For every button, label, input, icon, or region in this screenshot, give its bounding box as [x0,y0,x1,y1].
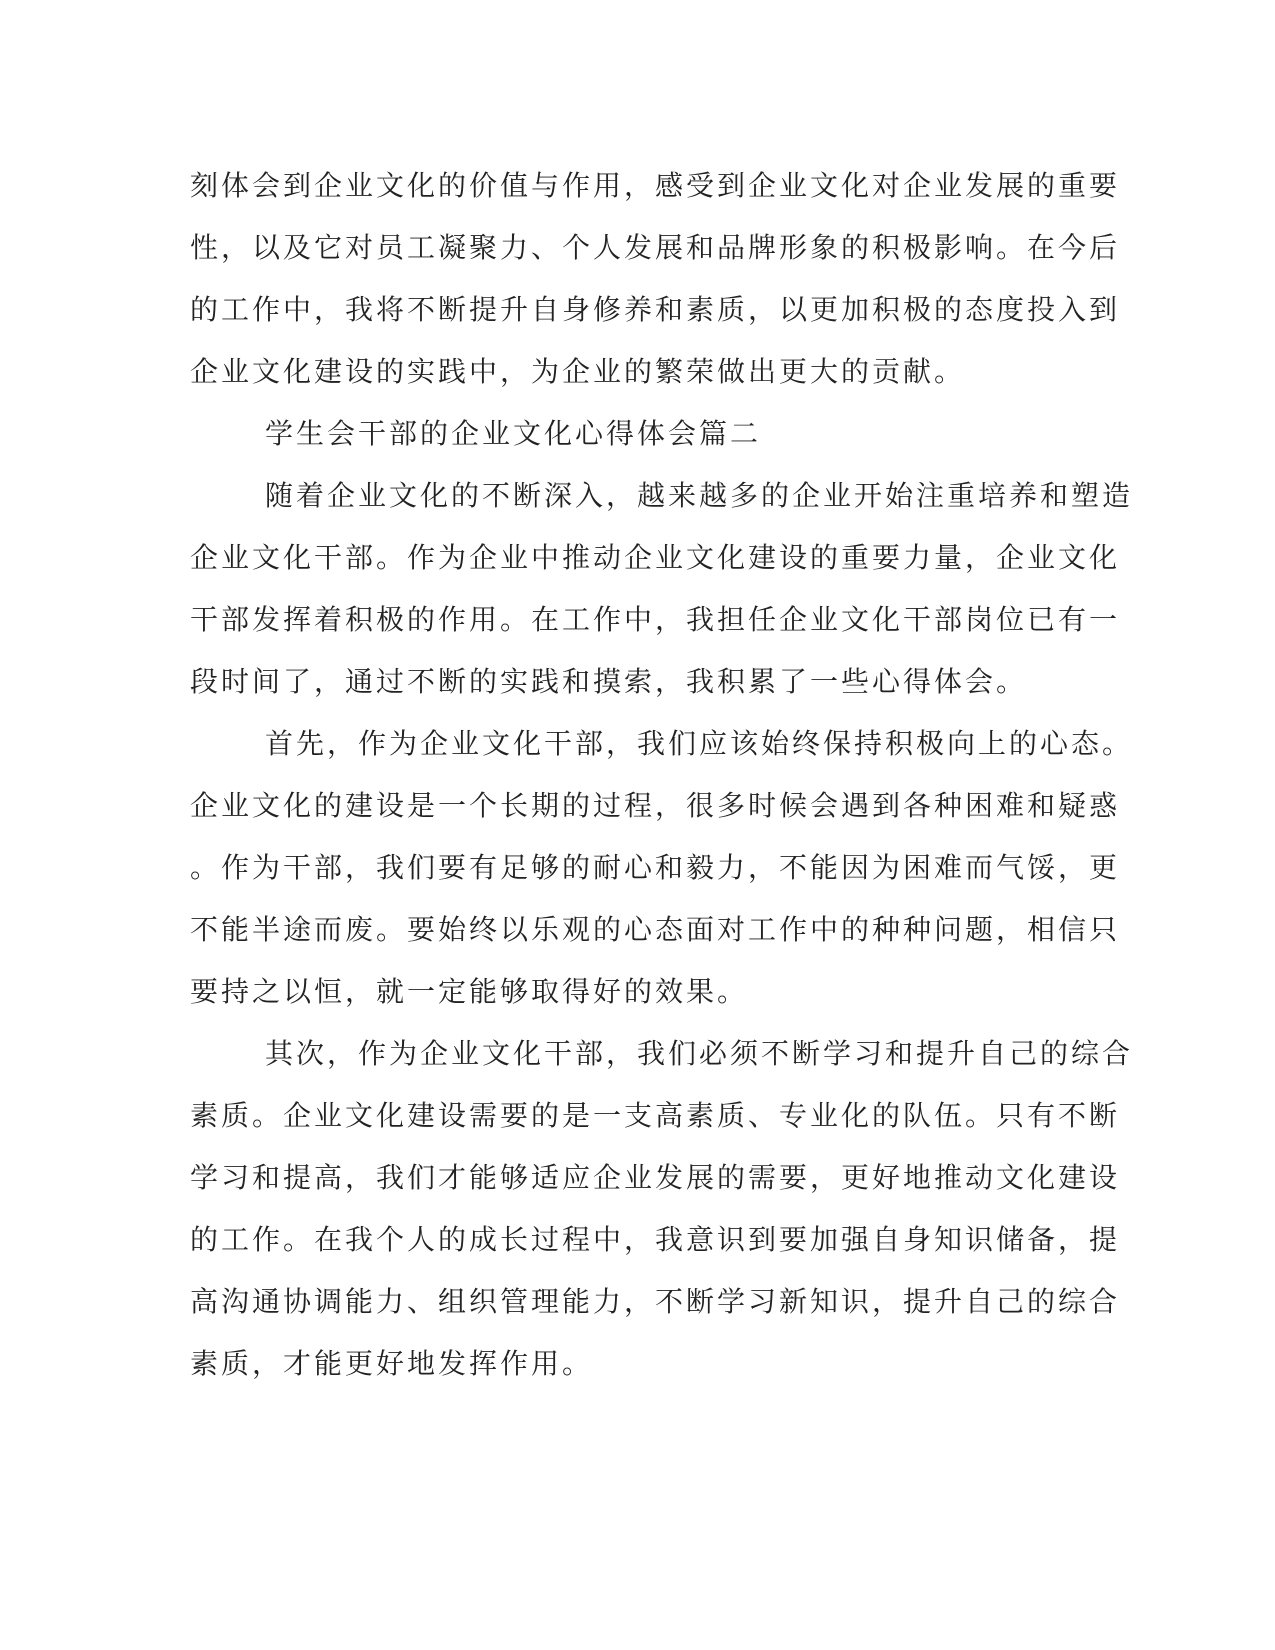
paragraph-line: 其次，作为企业文化干部，我们必须不断学习和提升自己的综合 [265,1037,1134,1070]
paragraph-line: 要持之以恒，就一定能够取得好的效果。 [190,975,749,1008]
paragraph-line: 的工作中，我将不断提升自身修养和素质，以更加积极的态度投入到 [190,293,1121,326]
paragraph-line: 企业文化的建设是一个长期的过程，很多时候会遇到各种困难和疑惑 [190,789,1121,822]
paragraph-line: 刻体会到企业文化的价值与作用，感受到企业文化对企业发展的重要 [190,169,1121,202]
paragraph-line: 性，以及它对员工凝聚力、个人发展和品牌形象的积极影响。在今后 [190,231,1121,264]
paragraph-line: 高沟通协调能力、组织管理能力，不断学习新知识，提升自己的综合 [190,1285,1121,1318]
paragraph-line: 的工作。在我个人的成长过程中，我意识到要加强自身知识储备，提 [190,1223,1121,1256]
paragraph-line: 企业文化建设的实践中，为企业的繁荣做出更大的贡献。 [190,355,966,388]
paragraph-line: 素质。企业文化建设需要的是一支高素质、专业化的队伍。只有不断 [190,1099,1121,1132]
paragraph-line: 不能半途而废。要始终以乐观的心态面对工作中的种种问题，相信只 [190,913,1121,946]
document-body [190,155,1134,1395]
paragraph-line: 首先，作为企业文化干部，我们应该始终保持积极向上的心态。 [265,727,1134,760]
paragraph-line: 学习和提高，我们才能够适应企业发展的需要，更好地推动文化建设 [190,1161,1121,1194]
paragraph-line: 素质，才能更好地发挥作用。 [190,1347,594,1380]
paragraph-line: 。作为干部，我们要有足够的耐心和毅力，不能因为困难而气馁，更 [190,851,1121,884]
paragraph-line: 随着企业文化的不断深入，越来越多的企业开始注重培养和塑造 [265,479,1134,512]
paragraph-line: 干部发挥着积极的作用。在工作中，我担任企业文化干部岗位已有一 [190,603,1121,636]
paragraph-line: 企业文化干部。作为企业中推动企业文化建设的重要力量，企业文化 [190,541,1121,574]
section-heading: 学生会干部的企业文化心得体会篇二 [265,417,762,450]
paragraph-line: 段时间了，通过不断的实践和摸索，我积累了一些心得体会。 [190,665,1028,698]
